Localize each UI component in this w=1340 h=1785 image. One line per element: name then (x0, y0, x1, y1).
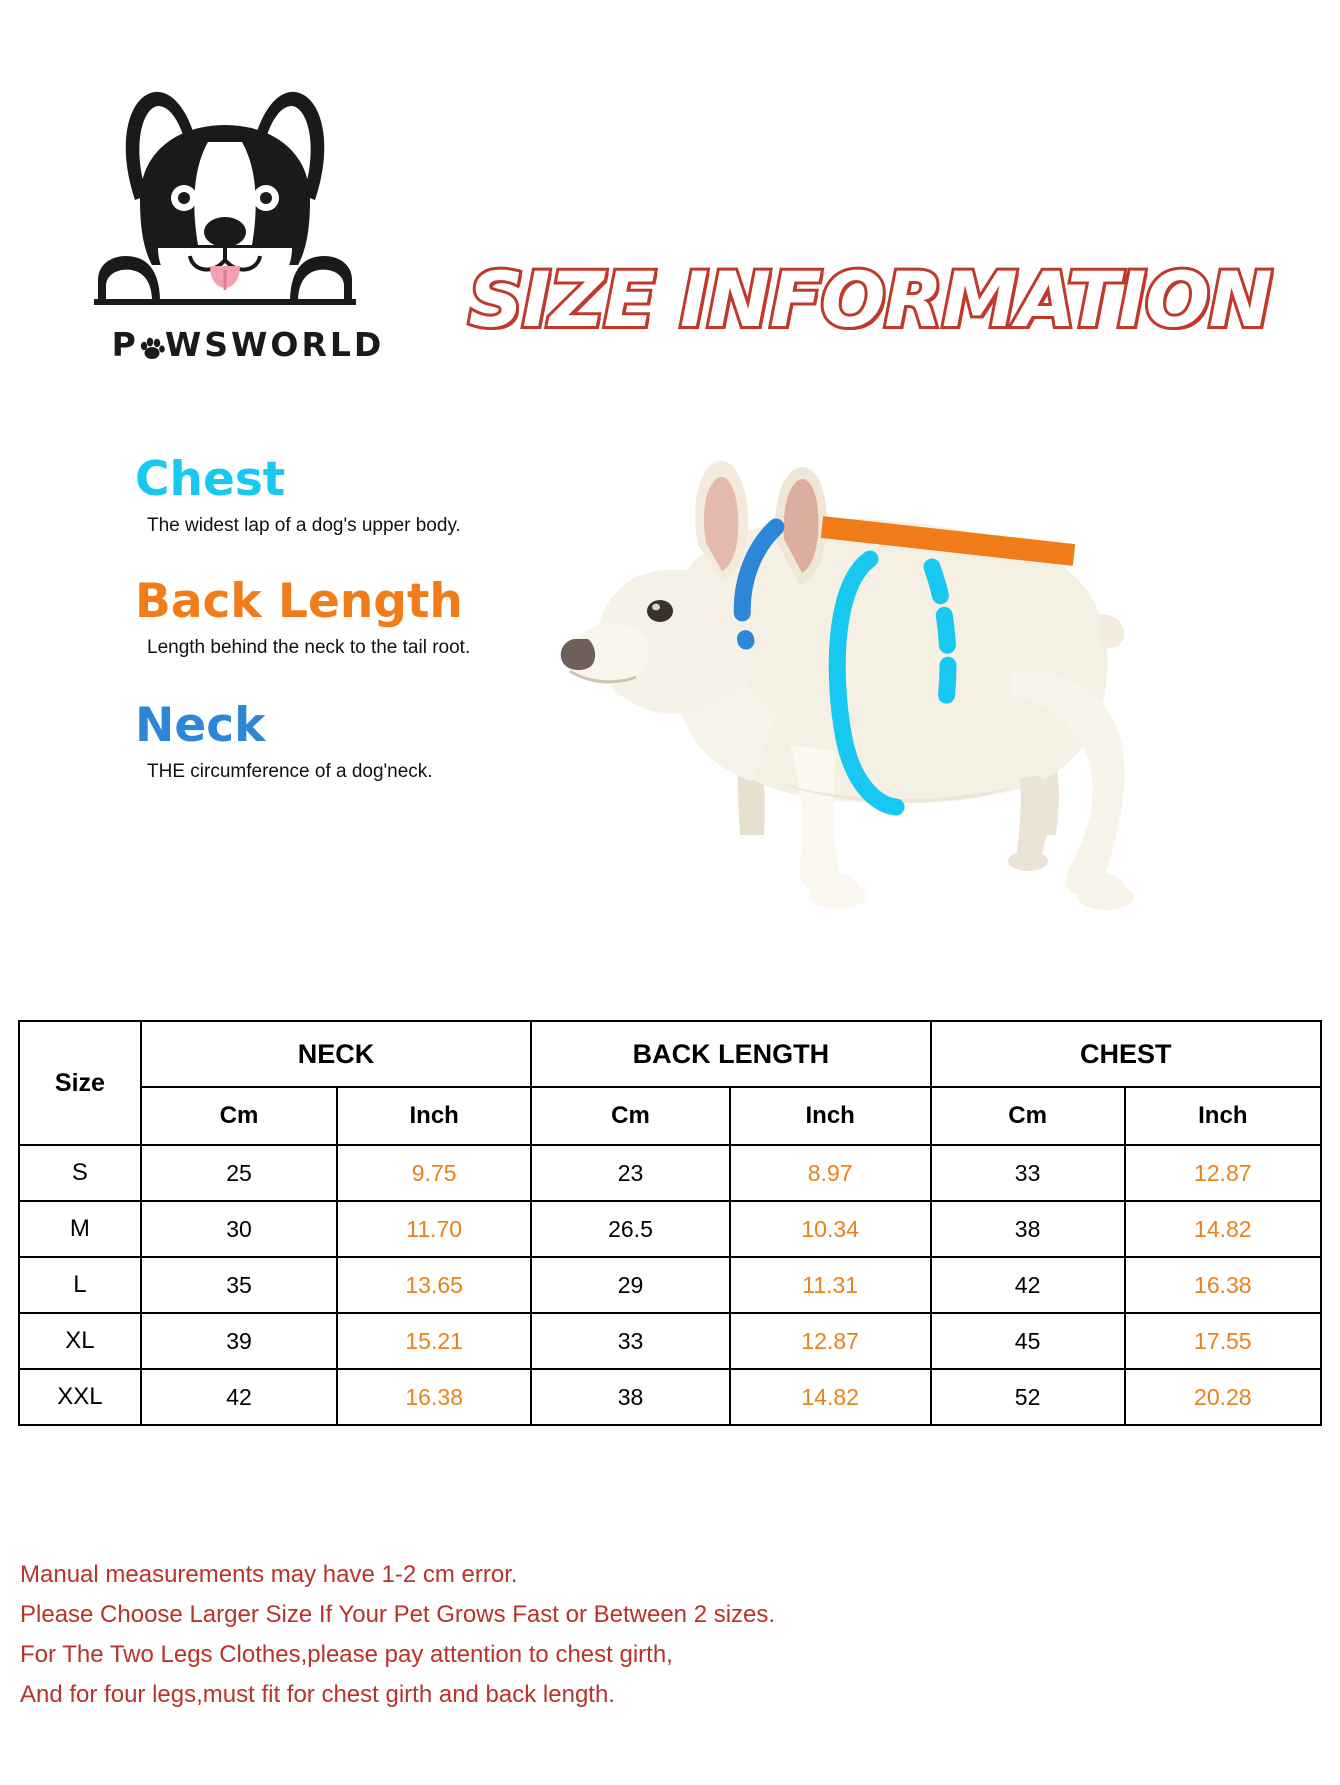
definition-term-neck: Neck (135, 698, 266, 754)
notes-section (20, 1560, 1320, 1720)
definitions-and-photo (0, 452, 1340, 1015)
cell-neck-inch: 11.70 (337, 1201, 531, 1257)
table-header-chest: CHEST (931, 1021, 1321, 1087)
cell-back-inch: 14.82 (730, 1369, 931, 1425)
table-row (19, 1313, 1321, 1369)
brand-name-suffix: WSWORLD (164, 325, 385, 364)
table-header-back-length: BACK LENGTH (531, 1021, 930, 1087)
table-header-units (19, 1087, 1321, 1145)
cell-chest-inch: 14.82 (1125, 1201, 1321, 1257)
cell-size: XL (19, 1313, 141, 1369)
unit-back-cm: Cm (531, 1087, 730, 1145)
definition-desc-back-length: Length behind the neck to the tail root. (147, 637, 471, 659)
cell-neck-inch: 9.75 (337, 1145, 531, 1201)
brand-name-prefix: P (111, 325, 139, 364)
cell-back-inch: 12.87 (730, 1313, 931, 1369)
page-title: SIZE INFORMATION (468, 255, 1272, 344)
cell-neck-inch: 13.65 (337, 1257, 531, 1313)
cell-chest-cm: 38 (931, 1201, 1125, 1257)
cell-neck-cm: 25 (141, 1145, 337, 1201)
cell-back-cm: 29 (531, 1257, 730, 1313)
table-header-neck: NECK (141, 1021, 531, 1087)
note-line: And for four legs,must fit for chest girth and back length. (20, 1681, 615, 1708)
unit-chest-inch: Inch (1125, 1087, 1321, 1145)
cell-chest-inch: 17.55 (1125, 1313, 1321, 1369)
table-header-groups (19, 1021, 1321, 1087)
cell-back-cm: 38 (531, 1369, 730, 1425)
note-line: For The Two Legs Clothes,please pay attention to chest girth, (20, 1641, 673, 1668)
dog-measurement-photo (540, 415, 1300, 945)
brand-name (88, 325, 408, 364)
cell-back-cm: 23 (531, 1145, 730, 1201)
cell-size: S (19, 1145, 141, 1201)
dog-face-logo-icon (80, 80, 410, 330)
definition-desc-neck: THE circumference of a dog'neck. (147, 761, 433, 783)
cell-back-inch: 8.97 (730, 1145, 931, 1201)
definition-desc-chest: The widest lap of a dog's upper body. (147, 515, 461, 537)
cell-chest-inch: 12.87 (1125, 1145, 1321, 1201)
note-line: Please Choose Larger Size If Your Pet Grows Fast or Between 2 sizes. (20, 1601, 776, 1628)
dog-illustration (540, 415, 1300, 945)
size-table-container (18, 1020, 1322, 1426)
cell-back-cm: 33 (531, 1313, 730, 1369)
header (0, 60, 1340, 380)
table-row (19, 1369, 1321, 1425)
cell-chest-inch: 20.28 (1125, 1369, 1321, 1425)
cell-chest-cm: 42 (931, 1257, 1125, 1313)
cell-back-cm: 26.5 (531, 1201, 730, 1257)
cell-neck-inch: 16.38 (337, 1369, 531, 1425)
definition-term-chest: Chest (135, 452, 286, 507)
size-table (18, 1020, 1322, 1426)
cell-chest-inch: 16.38 (1125, 1257, 1321, 1313)
cell-back-inch: 10.34 (730, 1201, 931, 1257)
unit-neck-inch: Inch (337, 1087, 531, 1145)
table-row (19, 1257, 1321, 1313)
cell-neck-inch: 15.21 (337, 1313, 531, 1369)
unit-back-inch: Inch (730, 1087, 931, 1145)
cell-neck-cm: 35 (141, 1257, 337, 1313)
cell-size: XXL (19, 1369, 141, 1425)
cell-size: M (19, 1201, 141, 1257)
cell-chest-cm: 45 (931, 1313, 1125, 1369)
cell-neck-cm: 42 (141, 1369, 337, 1425)
brand-logo (80, 80, 410, 380)
cell-neck-cm: 39 (141, 1313, 337, 1369)
table-row (19, 1201, 1321, 1257)
paw-icon (139, 327, 165, 366)
cell-size: L (19, 1257, 141, 1313)
cell-back-inch: 11.31 (730, 1257, 931, 1313)
cell-chest-cm: 52 (931, 1369, 1125, 1425)
unit-chest-cm: Cm (931, 1087, 1125, 1145)
cell-chest-cm: 33 (931, 1145, 1125, 1201)
table-row (19, 1145, 1321, 1201)
table-header-size: Size (19, 1021, 141, 1145)
definition-term-back-length: Back Length (135, 574, 463, 630)
definitions-list (135, 452, 565, 785)
cell-neck-cm: 30 (141, 1201, 337, 1257)
unit-neck-cm: Cm (141, 1087, 337, 1145)
note-line: Manual measurements may have 1-2 cm error. (20, 1561, 518, 1588)
